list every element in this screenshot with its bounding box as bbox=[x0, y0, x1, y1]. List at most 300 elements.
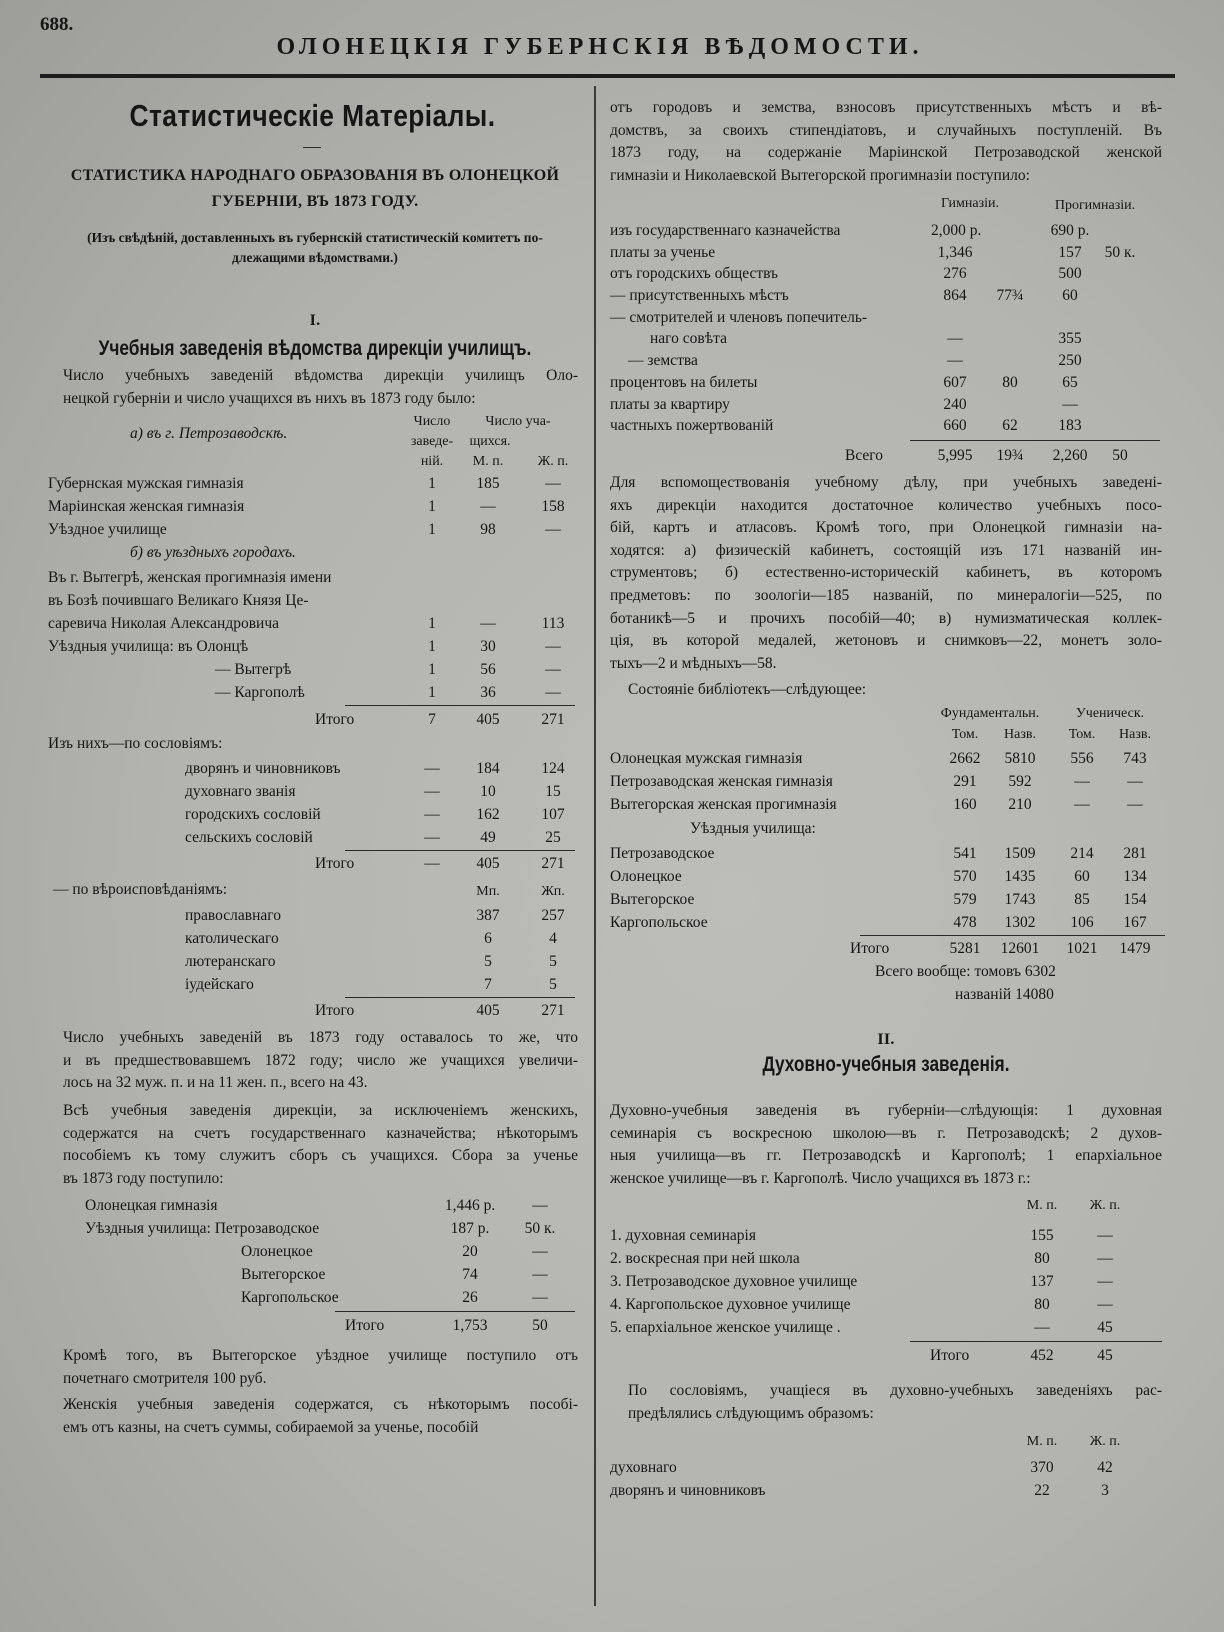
row-value bbox=[986, 220, 1034, 242]
column-subheader: Том. bbox=[951, 727, 979, 742]
row-label: саревича Николая Александровича bbox=[48, 615, 280, 632]
row-label: Вытегорская женская прогимназія bbox=[610, 796, 837, 813]
row-value: 1 bbox=[428, 684, 436, 701]
total-row bbox=[45, 999, 580, 1022]
paragraph-spiritual bbox=[610, 1100, 1162, 1190]
row-label: 1. духовная семинарія bbox=[610, 1227, 756, 1244]
row-value: 5281 bbox=[949, 940, 981, 957]
text-line: и въ предшествовавшемъ 1872 году; число же учащихся увеличи- bbox=[63, 1051, 578, 1069]
row-label: отъ городскихъ обществъ bbox=[610, 265, 779, 283]
row-value: 1509 bbox=[1004, 845, 1036, 862]
text-line: яхъ дирекціи находится достаточное количество учебныхъ посо- bbox=[610, 496, 1162, 514]
row-value: 291 bbox=[953, 773, 977, 790]
group-label: б) въ уѣздныхъ городахъ. bbox=[130, 544, 296, 561]
row-label: Итого bbox=[315, 711, 355, 728]
row-value: 660 bbox=[943, 417, 967, 435]
row-label: Вытегорское bbox=[241, 1266, 326, 1283]
table-row bbox=[45, 1240, 580, 1263]
row-value: 10 bbox=[480, 783, 496, 800]
row-value: 85 bbox=[1074, 891, 1090, 908]
table-row bbox=[610, 394, 1162, 416]
row-value: 124 bbox=[541, 760, 565, 777]
column-subheader: Том. bbox=[1068, 727, 1096, 742]
row-value: 1743 bbox=[1004, 891, 1036, 908]
row-label: дворянъ и чиновниковъ bbox=[185, 760, 341, 777]
table-row bbox=[610, 911, 1162, 934]
table-row bbox=[45, 1286, 580, 1309]
column-header-female: Ж. п. bbox=[1089, 1434, 1121, 1449]
row-value: — bbox=[1127, 773, 1143, 790]
column-subheader: Назв. bbox=[1004, 727, 1036, 742]
divider bbox=[303, 147, 321, 148]
row-value: 134 bbox=[1123, 868, 1147, 885]
text-line: содержатся на счетъ государственнаго казначейства; нѣкоторымъ bbox=[63, 1124, 578, 1142]
row-value: 80 bbox=[1002, 373, 1018, 391]
row-label: Уѣздныя училища: въ Олонцѣ bbox=[48, 638, 249, 655]
row-value: 6 bbox=[484, 930, 492, 947]
row-value: — bbox=[1097, 1296, 1113, 1313]
row-value: 1,346 bbox=[937, 243, 973, 261]
row-value: 281 bbox=[1123, 845, 1147, 862]
row-value: 478 bbox=[953, 914, 977, 931]
text-line: въ 1873 году поступило: bbox=[63, 1169, 224, 1187]
row-value: 5 bbox=[484, 953, 492, 970]
part-number: II. bbox=[877, 1031, 895, 1048]
row-value: 1 bbox=[428, 615, 436, 632]
table-row bbox=[45, 927, 580, 950]
row-value bbox=[1096, 350, 1144, 372]
row-label: Уѣздное училище bbox=[48, 521, 167, 538]
row-label: — земства bbox=[628, 352, 698, 370]
row-value: 1 bbox=[428, 661, 436, 678]
row-value: — bbox=[1074, 796, 1090, 813]
column-header-count: ній. bbox=[420, 454, 444, 469]
row-label: Каргопольское bbox=[241, 1289, 339, 1306]
column-divider bbox=[594, 86, 596, 1606]
row-value: 25 bbox=[545, 829, 561, 846]
column-subheader: Назв. bbox=[1119, 727, 1151, 742]
row-value: — bbox=[480, 498, 496, 515]
text-line: отъ городовъ и земства, взносовъ присутственныхъ мѣстъ и вѣ- bbox=[610, 99, 1162, 116]
row-label: іудейскаго bbox=[185, 976, 254, 993]
row-label: — смотрителей и членовъ попечитель- bbox=[610, 308, 868, 326]
row-value: 2662 bbox=[949, 750, 981, 767]
part-title: Учебныя заведенія вѣдомства дирекціи училищъ. bbox=[98, 337, 532, 360]
text-line: женское училище—въ г. Каргополѣ. Число учащихся въ 1873 г.: bbox=[610, 1169, 1031, 1187]
text-line: гимназіи и Николаевской Вытегорской прогимназіи поступило: bbox=[610, 166, 1030, 184]
district-heading: Уѣздныя училища: bbox=[690, 820, 816, 837]
row-value: 1479 bbox=[1119, 940, 1151, 957]
row-value: — bbox=[480, 615, 496, 632]
row-value: 405 bbox=[476, 855, 500, 872]
paragraph-libraries bbox=[628, 679, 1028, 702]
text-line: По сословіямъ, учащіеся въ духовно-учебныхъ заведеніяхъ рас- bbox=[628, 1382, 1162, 1399]
row-value: 743 bbox=[1123, 750, 1147, 767]
table-row bbox=[45, 803, 580, 826]
grand-total-titles: названій 14080 bbox=[955, 986, 1054, 1003]
text-line: Женскія учебныя заведенія содержатся, съ нѣкоторымъ пособі- bbox=[63, 1396, 578, 1413]
total-row bbox=[45, 852, 580, 875]
row-label: дворянъ и чиновниковъ bbox=[610, 1482, 766, 1499]
row-value: 49 bbox=[480, 829, 496, 846]
column-header-student: Ученическ. bbox=[1075, 706, 1145, 721]
column-header-students: щихся. bbox=[469, 434, 511, 449]
text-line: Всѣ учебныя заведенія дирекціи, за исключеніемъ женскихъ, bbox=[63, 1102, 578, 1119]
row-label: Каргопольское bbox=[610, 914, 708, 931]
column-header-progymnasium: Прогимназіи. bbox=[1054, 198, 1136, 213]
row-value bbox=[1096, 394, 1144, 416]
row-value: — bbox=[545, 661, 561, 678]
row-value: 271 bbox=[541, 855, 565, 872]
row-value: 98 bbox=[480, 521, 496, 538]
table-rule bbox=[345, 997, 575, 998]
article-title-line-1: СТАТИСТИКА НАРОДНАГО ОБРАЗОВАНІЯ ВЪ ОЛОНЕЦКОЙ bbox=[70, 167, 560, 184]
row-value: 184 bbox=[476, 760, 500, 777]
row-label: Петрозаводская женская гимназія bbox=[610, 773, 833, 790]
column-header-fundamental: Фундаментальн. bbox=[940, 706, 1040, 721]
paragraph-estates bbox=[628, 1380, 1162, 1425]
table-row bbox=[45, 1194, 580, 1217]
row-value: 1,446 р. bbox=[444, 1197, 496, 1214]
row-value: 1302 bbox=[1004, 914, 1036, 931]
table-row bbox=[610, 285, 1162, 307]
column-header-male: Мп. bbox=[476, 884, 500, 899]
row-value: 500 bbox=[1058, 265, 1082, 283]
table-row bbox=[45, 904, 580, 927]
column-header-male: М. п. bbox=[1026, 1198, 1058, 1213]
row-value: 50 к. bbox=[1104, 243, 1136, 261]
row-value: 405 bbox=[476, 711, 500, 728]
text-line: струментовъ; б) естественно-историческій кабинетъ, въ которомъ bbox=[610, 564, 1162, 582]
table-row bbox=[45, 757, 580, 780]
table-row bbox=[45, 681, 580, 704]
row-value: — bbox=[424, 855, 440, 872]
source-note-line-2: длежащими вѣдомствами.) bbox=[232, 250, 398, 265]
part-number: I. bbox=[309, 312, 321, 329]
row-value bbox=[986, 350, 1034, 372]
row-value: 240 bbox=[943, 395, 967, 413]
row-label: 5. епархіальное женское училище . bbox=[610, 1319, 841, 1336]
row-value: 42 bbox=[1097, 1459, 1113, 1476]
row-value: 607 bbox=[943, 373, 967, 391]
row-value: 74 bbox=[462, 1266, 478, 1283]
row-value: — bbox=[532, 1289, 548, 1306]
table-row bbox=[610, 220, 1162, 242]
table-row bbox=[610, 1456, 1162, 1479]
table-row bbox=[610, 1270, 1162, 1293]
table-rule bbox=[335, 1311, 575, 1312]
row-label: Олонецкое bbox=[241, 1243, 313, 1260]
table-row bbox=[45, 826, 580, 849]
column-header-count: Число bbox=[413, 414, 451, 429]
row-value bbox=[1096, 372, 1144, 394]
text-line: Духовно-учебныя заведенія въ губерніи—слѣдующія: 1 духовная bbox=[610, 1102, 1162, 1119]
paragraph-aids bbox=[610, 472, 1162, 675]
row-label: Уѣздныя училища: Петрозаводское bbox=[85, 1220, 320, 1237]
table-row bbox=[610, 1479, 1162, 1502]
row-value: 62 bbox=[1002, 417, 1018, 435]
table-rule bbox=[860, 935, 1165, 936]
table-row bbox=[610, 888, 1162, 911]
table-row bbox=[45, 950, 580, 973]
row-value: 22 bbox=[1034, 1482, 1050, 1499]
row-value bbox=[986, 394, 1034, 416]
row-value: 579 bbox=[953, 891, 977, 908]
row-label: — Вытегрѣ bbox=[215, 661, 292, 678]
row-value: 271 bbox=[541, 711, 565, 728]
row-value: 1021 bbox=[1066, 940, 1098, 957]
row-label: Итого bbox=[850, 940, 890, 957]
row-value: 80 bbox=[1034, 1250, 1050, 1267]
table-row bbox=[610, 307, 1162, 350]
row-value bbox=[986, 263, 1034, 285]
table-rule bbox=[345, 850, 575, 851]
grand-total-volumes: Всего вообще: томовъ 6302 bbox=[875, 963, 1056, 980]
row-value: 4 bbox=[549, 930, 557, 947]
row-value: 276 bbox=[943, 265, 967, 283]
table-rule bbox=[910, 440, 1160, 441]
row-value: — bbox=[1062, 395, 1078, 413]
row-value: — bbox=[947, 330, 963, 348]
row-value: — bbox=[545, 475, 561, 492]
table-row bbox=[45, 518, 580, 541]
row-value bbox=[1096, 263, 1144, 285]
row-value: 183 bbox=[1058, 417, 1082, 435]
row-value: — bbox=[1097, 1227, 1113, 1244]
row-label: — Каргополѣ bbox=[215, 684, 305, 701]
row-value: 160 bbox=[953, 796, 977, 813]
column-header-count: заведе- bbox=[410, 434, 454, 449]
row-label: изъ государственнаго казначейства bbox=[610, 222, 841, 239]
text-line: домствъ, за своихъ стипендіатовъ, и случайныхъ поступленій. Въ bbox=[610, 121, 1162, 139]
row-value: — bbox=[1074, 773, 1090, 790]
table-row bbox=[45, 566, 580, 635]
row-label: Губернская мужская гимназія bbox=[48, 475, 244, 492]
row-value: 690 р. bbox=[1050, 222, 1090, 239]
row-label: платы за ученье bbox=[610, 243, 716, 261]
table-row bbox=[45, 635, 580, 658]
row-value: 5 bbox=[549, 976, 557, 993]
row-label: 2. воскресная при ней школа bbox=[610, 1250, 800, 1267]
column-header-female: Ж. п. bbox=[537, 454, 569, 469]
paragraph-receipts bbox=[610, 97, 1162, 187]
row-label: 3. Петрозаводское духовное училище bbox=[610, 1273, 858, 1290]
text-line: Кромѣ того, въ Вытегорское уѣздное училище поступило отъ bbox=[63, 1347, 578, 1364]
newspaper-title: ОЛОНЕЦКІЯ ГУБЕРНСКІЯ ВѢДОМОСТИ. bbox=[276, 34, 924, 60]
row-value: 7 bbox=[428, 711, 436, 728]
text-line: почетнаго смотрителя 100 руб. bbox=[63, 1369, 267, 1387]
text-line: пособіемъ къ тому служитъ сборъ съ учащихся. Сбора за ученье bbox=[63, 1147, 578, 1165]
row-value: 355 bbox=[1058, 330, 1082, 348]
table-row bbox=[45, 973, 580, 996]
row-label: — присутственныхъ мѣстъ bbox=[610, 287, 789, 305]
part-title: Духовно-учебныя заведенія. bbox=[762, 1053, 1010, 1076]
total-row bbox=[45, 708, 580, 731]
row-value: 5810 bbox=[1004, 750, 1036, 767]
row-label: Вытегорское bbox=[610, 891, 695, 908]
table-row bbox=[610, 793, 1162, 816]
total-row bbox=[610, 1344, 1162, 1367]
text-line: семинарія съ воскресною школою—въ г. Петрозаводскѣ; 2 духов- bbox=[610, 1124, 1162, 1142]
row-value: 1 bbox=[428, 498, 436, 515]
row-value bbox=[986, 242, 1034, 264]
row-value: 106 bbox=[1070, 914, 1094, 931]
table-row bbox=[610, 415, 1162, 437]
row-value: 77¾ bbox=[996, 287, 1024, 305]
table-row bbox=[610, 865, 1162, 888]
table-row bbox=[45, 658, 580, 681]
page-number: 688. bbox=[40, 14, 74, 35]
row-value: — bbox=[424, 829, 440, 846]
total-row bbox=[45, 1314, 580, 1337]
row-label: Всего bbox=[845, 447, 884, 464]
text-line: предѣлялись слѣдующимъ образомъ: bbox=[628, 1404, 874, 1422]
row-label: Олонецкое bbox=[610, 868, 682, 885]
row-value: 592 bbox=[1008, 773, 1032, 790]
row-value: 257 bbox=[541, 907, 565, 924]
paragraph-donation bbox=[63, 1345, 578, 1390]
row-value bbox=[1096, 285, 1144, 307]
row-value: 214 bbox=[1070, 845, 1094, 862]
row-value: 113 bbox=[541, 615, 565, 632]
row-value: 3 bbox=[1101, 1482, 1109, 1499]
row-label: духовнаго bbox=[610, 1459, 677, 1476]
text-line: бій, картъ и атласовъ. Кромѣ того, при Олонецкой гимназіи на- bbox=[610, 519, 1162, 537]
row-value: 1 bbox=[428, 638, 436, 655]
row-value: 12601 bbox=[1000, 940, 1040, 957]
row-value: 19¾ bbox=[996, 447, 1024, 464]
table-row bbox=[610, 1316, 1162, 1339]
row-value: 45 bbox=[1097, 1347, 1113, 1364]
row-value: 1 bbox=[428, 521, 436, 538]
row-value: — bbox=[424, 760, 440, 777]
row-value: 1 bbox=[428, 475, 436, 492]
paragraph-funding bbox=[63, 1100, 578, 1190]
row-value: 157 bbox=[1058, 243, 1082, 261]
table-row bbox=[610, 1247, 1162, 1270]
table-row bbox=[45, 780, 580, 803]
row-value: 154 bbox=[1123, 891, 1147, 908]
row-label: католическаго bbox=[185, 930, 279, 947]
table-row bbox=[45, 472, 580, 495]
row-value: 30 bbox=[480, 638, 496, 655]
table-row bbox=[610, 1224, 1162, 1247]
row-value: — bbox=[1097, 1273, 1113, 1290]
row-value: — bbox=[532, 1243, 548, 1260]
table-rule bbox=[345, 705, 575, 706]
row-label: православнаго bbox=[185, 907, 281, 924]
row-value: 50 к. bbox=[524, 1220, 556, 1237]
row-value: 36 bbox=[480, 684, 496, 701]
row-label: платы за квартиру bbox=[610, 395, 730, 413]
row-value bbox=[986, 328, 1034, 350]
table-row bbox=[610, 350, 1162, 372]
text-line: ныя училища—въ гг. Петрозаводскѣ и Каргополѣ; 1 епархіальное bbox=[610, 1147, 1162, 1165]
row-label: Итого bbox=[315, 855, 355, 872]
text-line: ходятся: а) физическій кабинетъ, состоящій изъ 171 названій ин- bbox=[610, 541, 1162, 559]
paragraph-female bbox=[63, 1394, 578, 1439]
row-value bbox=[1096, 220, 1144, 242]
row-value: 80 bbox=[1034, 1296, 1050, 1313]
row-value: — bbox=[947, 352, 963, 370]
text-line: емъ отъ казны, на счетъ суммы, собираемой за ученье, пособій bbox=[63, 1418, 479, 1436]
estates-heading: Изъ нихъ—по сословіямъ: bbox=[48, 735, 223, 752]
row-value: 7 bbox=[484, 976, 492, 993]
table-row bbox=[610, 263, 1162, 285]
row-value: 185 bbox=[476, 475, 500, 492]
text-line: 1873 году, на содержаніе Маріинской Петрозаводской женской bbox=[610, 144, 1162, 162]
text-line: ція, въ которой медалей, жетоновъ и снимковъ—22, монетъ золо- bbox=[610, 632, 1162, 650]
row-value: 2,260 bbox=[1052, 447, 1088, 464]
row-value: 5 bbox=[549, 953, 557, 970]
row-value: — bbox=[424, 806, 440, 823]
row-value: 137 bbox=[1030, 1273, 1054, 1290]
row-value: 50 bbox=[1112, 447, 1128, 464]
row-label: Итого bbox=[315, 1002, 355, 1019]
row-label: Въ г. Вытегрѣ, женская прогимназія имени bbox=[48, 569, 332, 586]
text-line: Число учебныхъ заведеній вѣдомства дирекціи училищъ Оло- bbox=[63, 367, 578, 384]
table-row bbox=[45, 1217, 580, 1240]
paragraph-change bbox=[63, 1027, 578, 1095]
right-column bbox=[610, 0, 1162, 1632]
source-note-line-1: (Изъ свѣдѣній, доставленныхъ въ губернскій статистическій комитетъ по- bbox=[87, 230, 543, 245]
row-label: духовнаго званія bbox=[185, 783, 296, 800]
text-line: лось на 32 муж. п. и на 11 жен. п., всего на 43. bbox=[63, 1074, 368, 1092]
text-line: нецкой губерніи и число учащихся въ нихъ въ 1873 году было: bbox=[63, 389, 476, 407]
row-label: городскихъ сословій bbox=[185, 806, 321, 823]
row-label: Итого bbox=[345, 1317, 385, 1334]
row-value: — bbox=[545, 684, 561, 701]
table-row bbox=[610, 747, 1162, 770]
row-value: 65 bbox=[1062, 373, 1078, 391]
row-value: — bbox=[532, 1266, 548, 1283]
row-value: 864 bbox=[943, 287, 967, 305]
left-column bbox=[45, 0, 580, 1632]
row-value: — bbox=[424, 783, 440, 800]
column-header-male: М. п. bbox=[472, 454, 504, 469]
table-rule bbox=[910, 1341, 1162, 1342]
row-label: въ Бозѣ почившаго Великаго Князя Це- bbox=[48, 592, 309, 609]
group-label: а) въ г. Петрозаводскѣ. bbox=[130, 425, 288, 442]
row-value: 162 bbox=[476, 806, 500, 823]
table-row bbox=[610, 242, 1162, 264]
total-row bbox=[610, 937, 1162, 960]
section-title: Статистическіе Матеріалы. bbox=[129, 98, 496, 133]
row-value: 187 р. bbox=[450, 1220, 490, 1237]
row-value: — bbox=[1127, 796, 1143, 813]
row-label: наго совѣта bbox=[650, 330, 727, 348]
row-value: — bbox=[545, 521, 561, 538]
row-label: Олонецкая мужская гимназія bbox=[610, 750, 803, 767]
column-header-gymnasium: Гимназіи. bbox=[940, 196, 1000, 211]
row-value: 15 bbox=[545, 783, 561, 800]
row-value: — bbox=[1034, 1319, 1050, 1336]
row-value: 26 bbox=[462, 1289, 478, 1306]
table-row bbox=[610, 770, 1162, 793]
row-value: 271 bbox=[541, 1002, 565, 1019]
row-value: 60 bbox=[1062, 287, 1078, 305]
row-label: Маріинская женская гимназія bbox=[48, 498, 245, 515]
column-header-female: Жп. bbox=[541, 884, 565, 899]
table-row bbox=[45, 1263, 580, 1286]
row-value: 570 bbox=[953, 868, 977, 885]
table-row bbox=[45, 495, 580, 518]
article-title-line-2: ГУБЕРНІИ, ВЪ 1873 ГОДУ. bbox=[211, 193, 419, 210]
row-value: 387 bbox=[476, 907, 500, 924]
row-value: 60 bbox=[1074, 868, 1090, 885]
row-value: 107 bbox=[541, 806, 565, 823]
text-line: Для вспомоществованія учебному дѣлу, при учебныхъ заведені- bbox=[610, 474, 1162, 491]
